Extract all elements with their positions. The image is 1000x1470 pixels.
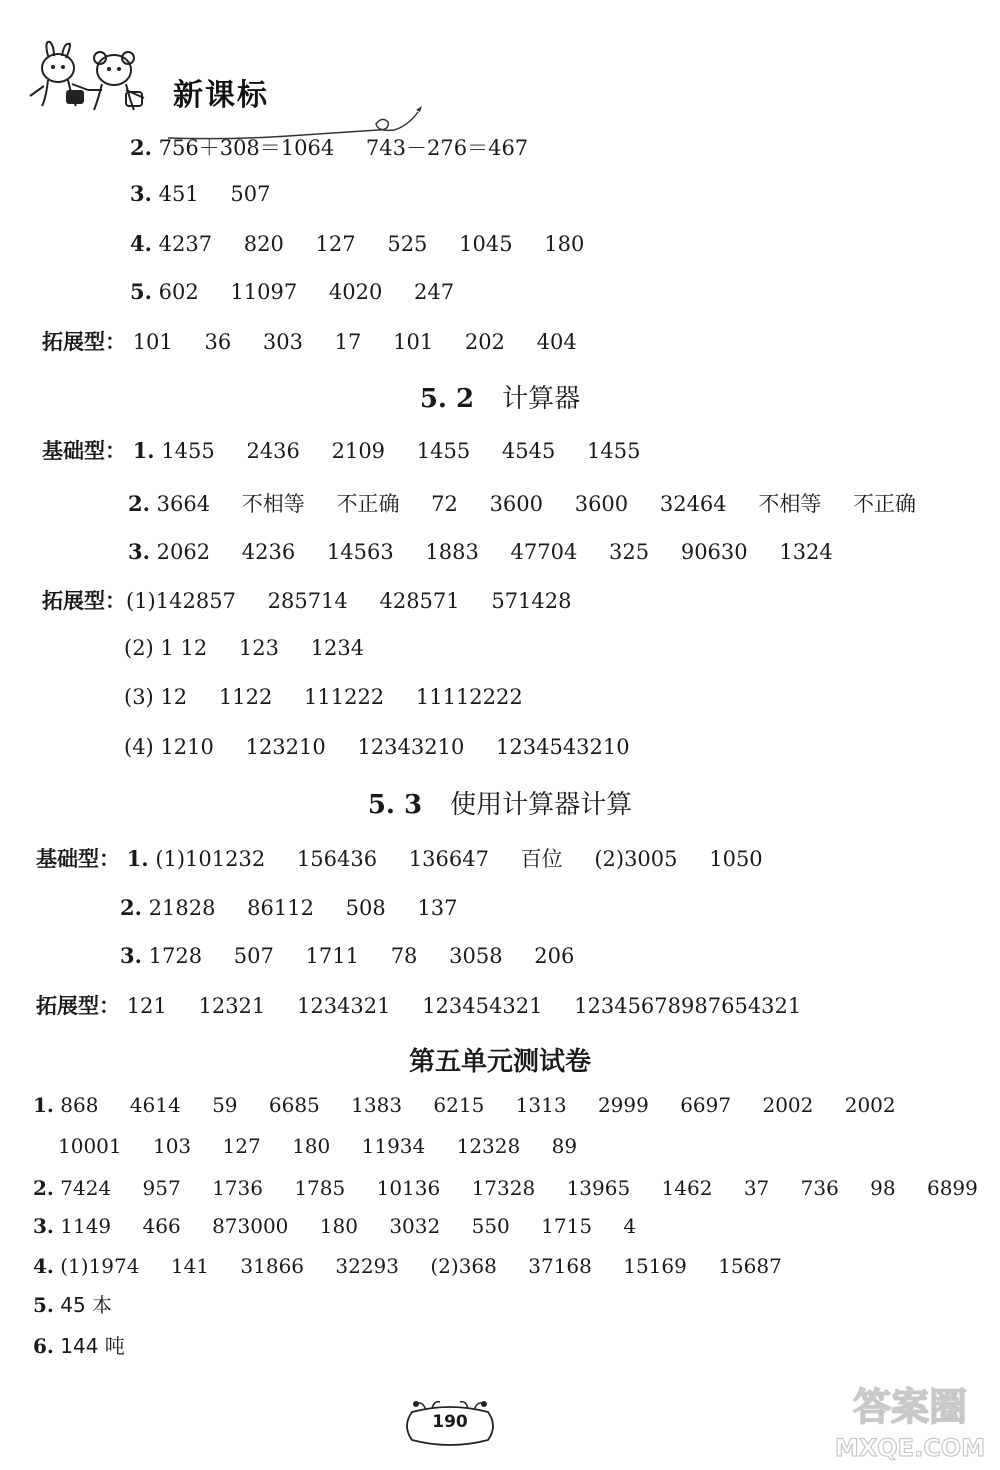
page-number-badge <box>398 1398 502 1452</box>
answer-row: 3. 1149 466 873000 180 3032 550 1715 4 <box>33 1214 637 1238</box>
answer-row: 4. (1)1974 141 31866 32293 (2)368 37168 15169 15687 <box>33 1254 782 1278</box>
answer-row: 4. 4237 820 127 525 1045 180 <box>130 231 585 256</box>
answer-row: (3) 12 1122 111222 11112222 <box>124 685 523 709</box>
answer-row: (2) 1 12 123 1234 <box>124 636 365 660</box>
section-heading: 5. 3 使用计算器计算 <box>367 790 633 820</box>
answer-row: 2. 756＋308＝1064 743－276＝467 <box>130 135 529 160</box>
answer-row: 6. 144 吨 <box>33 1334 125 1358</box>
answer-row: 拓展型： 121 12321 1234321 123454321 12345678987654321 <box>36 994 802 1018</box>
unit-test-heading: 第五单元测试卷 <box>408 1047 591 1077</box>
answer-row: 拓展型：(1)142857 285714 428571 571428 <box>42 589 572 613</box>
answer-row: 拓展型： 101 36 303 17 101 202 404 <box>42 330 577 354</box>
answer-row: 2. 3664 不相等 不正确 72 3600 3600 32464 不相等 不正确 <box>128 491 917 516</box>
answer-row: 3. 451 507 <box>130 181 271 206</box>
watermark-logo <box>825 1378 995 1466</box>
answer-row: 基础型： 1. (1)101232 156436 136647 百位 (2)3005 1050 <box>36 846 763 871</box>
watermark-icon <box>825 1378 995 1466</box>
answer-row: 基础型： 1. 1455 2436 2109 1455 4545 1455 <box>42 438 641 463</box>
answer-row: 10001 103 127 180 11934 12328 89 <box>58 1134 578 1158</box>
answer-row: 5. 45 本 <box>33 1293 113 1317</box>
answer-row: 2. 7424 957 1736 1785 10136 17328 13965 1462 37 736 98 6899 <box>33 1176 978 1200</box>
mascot-illustration-icon <box>18 40 168 118</box>
answer-row: 5. 602 11097 4020 247 <box>130 279 455 304</box>
brand-title: 新课标 <box>173 78 269 113</box>
page-number: 190 <box>432 1412 468 1432</box>
answer-row: (4) 1210 123210 12343210 1234543210 <box>124 735 630 759</box>
page-header <box>18 40 418 120</box>
section-heading: 5. 2 计算器 <box>419 384 581 414</box>
watermark-url: MXQE.COM <box>834 1434 986 1462</box>
watermark-text: 答案圈 <box>852 1385 968 1429</box>
answer-row: 3. 2062 4236 14563 1883 47704 325 90630 1324 <box>128 539 833 564</box>
answer-row: 3. 1728 507 1711 78 3058 206 <box>120 943 575 968</box>
answer-row: 1. 868 4614 59 6685 1383 6215 1313 2999 6697 2002 2002 <box>33 1093 896 1117</box>
answer-row: 2. 21828 86112 508 137 <box>120 895 458 920</box>
